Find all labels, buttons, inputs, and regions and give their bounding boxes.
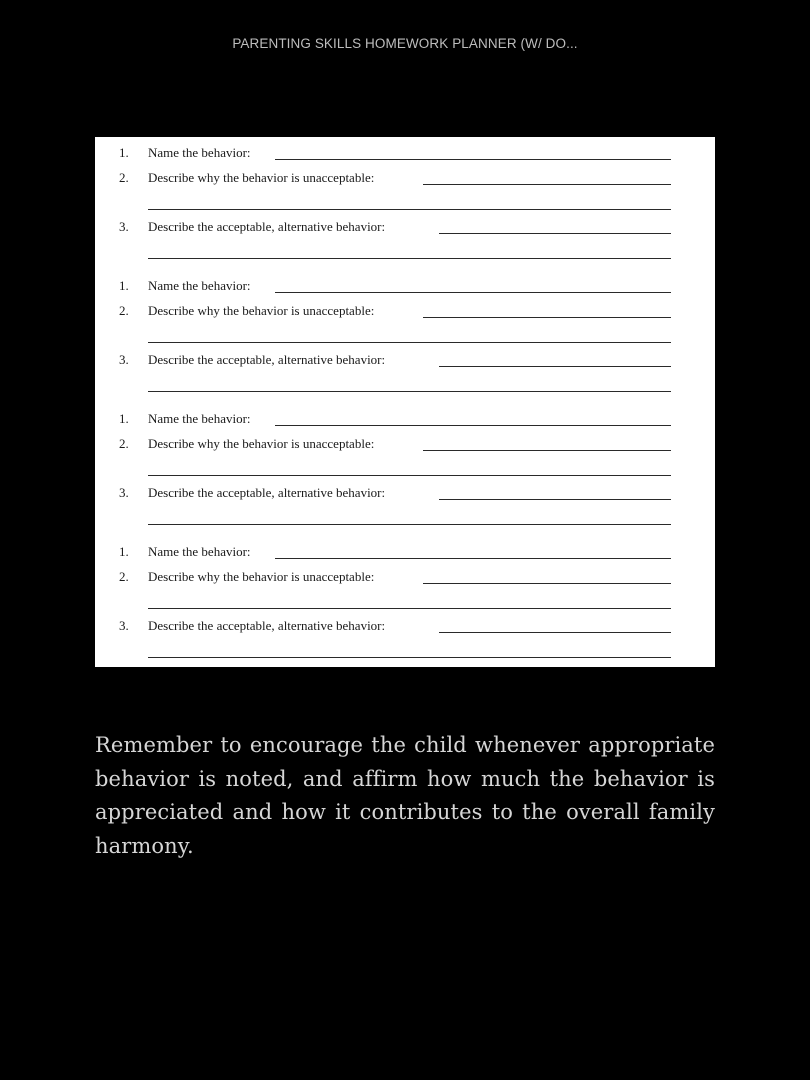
answer-line xyxy=(423,583,671,584)
item-label: Describe the acceptable, alternative behavior: xyxy=(148,219,386,234)
worksheet-item xyxy=(95,145,715,165)
item-number: 2. xyxy=(119,436,129,451)
answer-line xyxy=(439,632,671,633)
item-label: Name the behavior: xyxy=(148,544,251,559)
body-paragraph: Remember to encourage the child whenever appropriate behavior is noted, and affirm how much the behavior is appreciated and how it contributes to the overall family harmony. xyxy=(95,733,715,858)
answer-line xyxy=(148,657,671,658)
item-number: 2. xyxy=(119,569,129,584)
item-label: Describe why the behavior is unacceptable: xyxy=(148,303,375,318)
answer-line xyxy=(423,450,671,451)
worksheet-item xyxy=(95,219,715,239)
item-label: Describe why the behavior is unacceptable: xyxy=(148,170,375,185)
worksheet-item xyxy=(95,544,715,564)
item-label: Describe the acceptable, alternative behavior: xyxy=(148,352,386,367)
answer-line xyxy=(439,366,671,367)
worksheet-item xyxy=(95,618,715,638)
worksheet-item xyxy=(95,569,715,589)
item-number: 3. xyxy=(119,618,129,633)
item-number: 3. xyxy=(119,485,129,500)
item-number: 3. xyxy=(119,352,129,367)
item-number: 3. xyxy=(119,219,129,234)
item-label: Describe the acceptable, alternative behavior: xyxy=(148,618,386,633)
answer-line xyxy=(148,391,671,392)
item-number: 1. xyxy=(119,411,129,426)
answer-line xyxy=(148,524,671,525)
answer-line xyxy=(275,159,671,160)
item-label: Name the behavior: xyxy=(148,278,251,293)
worksheet-item xyxy=(95,485,715,505)
answer-line xyxy=(439,499,671,500)
worksheet-item xyxy=(95,278,715,298)
answer-line xyxy=(439,233,671,234)
item-number: 1. xyxy=(119,145,129,160)
worksheet-block xyxy=(95,278,715,411)
item-number: 2. xyxy=(119,170,129,185)
answer-line xyxy=(275,425,671,426)
worksheet-item xyxy=(95,303,715,323)
worksheet-item xyxy=(95,352,715,372)
worksheet-block xyxy=(95,145,715,278)
item-number: 1. xyxy=(119,278,129,293)
worksheet-image xyxy=(95,137,715,667)
worksheet-item xyxy=(95,436,715,456)
worksheet-block xyxy=(95,544,715,677)
item-label: Describe the acceptable, alternative behavior: xyxy=(148,485,386,500)
worksheet-item xyxy=(95,170,715,190)
answer-line xyxy=(275,558,671,559)
item-label: Name the behavior: xyxy=(148,411,251,426)
book-title: PARENTING SKILLS HOMEWORK PLANNER (W/ DO... xyxy=(232,36,578,51)
answer-line xyxy=(148,258,671,259)
item-label: Describe why the behavior is unacceptable: xyxy=(148,436,375,451)
answer-line xyxy=(148,342,671,343)
item-label: Name the behavior: xyxy=(148,145,251,160)
item-number: 1. xyxy=(119,544,129,559)
answer-line xyxy=(275,292,671,293)
answer-line xyxy=(148,475,671,476)
answer-line xyxy=(423,317,671,318)
answer-line xyxy=(148,209,671,210)
worksheet-item xyxy=(95,411,715,431)
answer-line xyxy=(148,608,671,609)
item-label: Describe why the behavior is unacceptable: xyxy=(148,569,375,584)
worksheet-block xyxy=(95,411,715,544)
item-number: 2. xyxy=(119,303,129,318)
answer-line xyxy=(423,184,671,185)
